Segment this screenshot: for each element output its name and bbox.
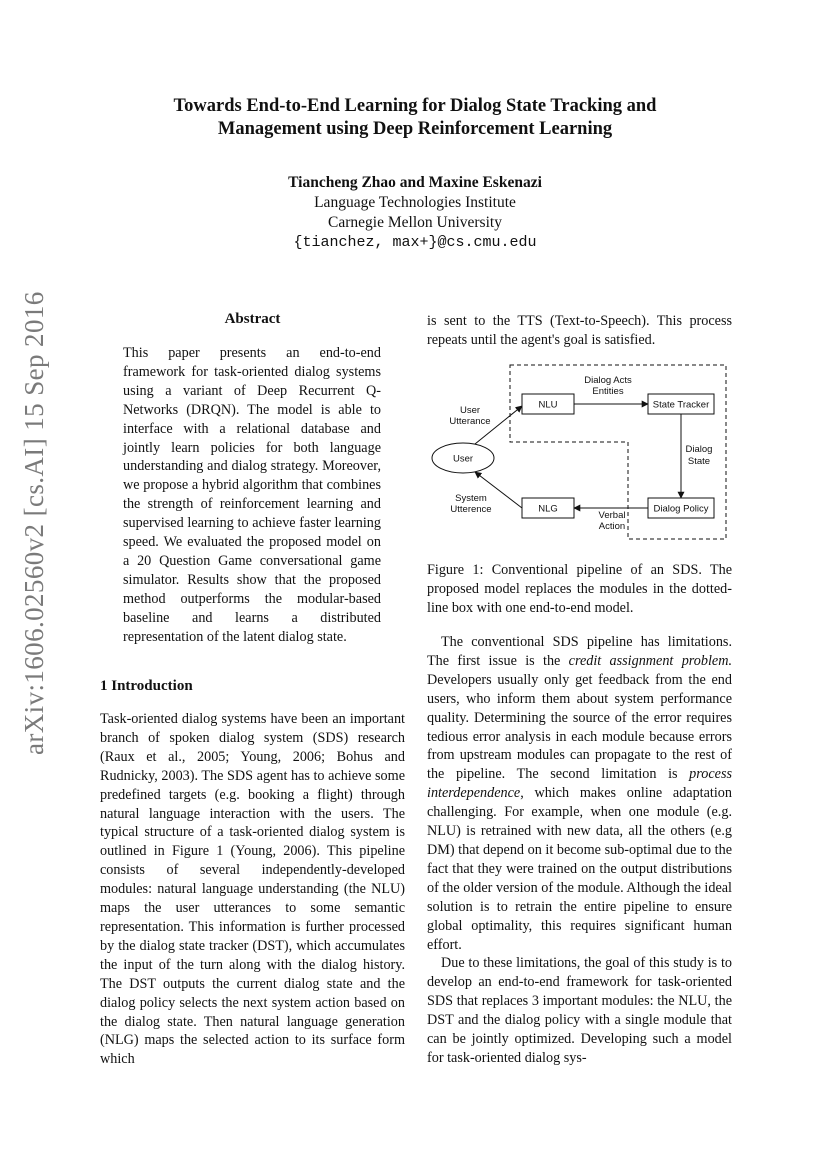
nlu-label: NLU: [538, 399, 558, 411]
limitations-text-b: Developers usually only get feedback from the end users, who inform them about system performance quality. Determining the source of the error requires tedious error analysis in each module because errors from upstream modules can propagate to the rest of the pipeline. The second limitation is: [427, 671, 732, 783]
introduction-text: Task-oriented dialog systems have been an important branch of spoken dialog system (SDS) research (Raux et al., 2005; Young, 2006; Bohus and Rudnicky, 2003). The SDS agent has to achieve some predefined targets (e.g. booking a flight) through natural language interaction with the users. The typical structure of a task-oriented dialog system is outlined in Figure 1 (Young, 2006). This pipeline consists of several independently-developed modules: natural language understanding (the NLU) maps the user utterances to some semantic representation. This information is further processed by the dialog state tracker (DST), which accumulates the input of the turn along with the dialog history. The DST outputs the current dialog state and the dialog policy selects the next system action based on the dialog state. Then natural language generation (NLG) maps the selected action to its surface form which: [100, 711, 405, 1068]
author-email: {tianchez, max+}@cs.cmu.edu: [293, 234, 537, 251]
dialog-state-label-1: Dialog: [685, 444, 713, 455]
abstract-heading: Abstract: [224, 311, 281, 327]
user-utterance-label-1: User: [459, 405, 481, 416]
dialog-policy-label: Dialog Policy: [653, 503, 709, 515]
title-line-1: Towards End-to-End Learning for Dialog State Tracking and: [173, 96, 657, 116]
affiliation-institute: Language Technologies Institute: [314, 194, 516, 211]
entities-label: Entities: [592, 386, 624, 397]
verbal-action-label-1: Verbal: [598, 510, 626, 521]
title-line-2: Management using Deep Reinforcement Learning: [217, 119, 613, 139]
figure-1-caption: Figure 1: Conventional pipeline of an SDS. The proposed model replaces the modules in the dotted-line box with one end-to-end model.: [427, 562, 732, 616]
nlg-label: NLG: [538, 503, 558, 515]
process-interdependence-emphasis: process interdependence: [427, 766, 732, 802]
limitations-text-c: , which makes online adaptation challenging. For example, when one module (e.g. NLU) is retrained with new data, all the others (e.g DM) that depend on it become sub-optimal due to the fact that they were trained on the output distributions of the older version of the module. Although the ideal solution is to retrain the entire pipeline to ensure global optimality, this requires significant human effort.: [427, 785, 732, 953]
right-column-top-text: is sent to the TTS (Text-to-Speech). This process repeats until the agent's goal is satisfied.: [427, 313, 732, 348]
user-utterance-label-2: Utterance: [449, 416, 491, 427]
dialog-acts-label: Dialog Acts: [584, 375, 632, 386]
abstract-text: This paper presents an end-to-end framework for task-oriented dialog systems using a variant of Deep Recurrent Q-Networks (DRQN). The model is able to interface with a relational database and jointly learn policies for both language understanding and dialog strategy. Moreover, we propose a hybrid algorithm that combines the strength of reinforcement learning and supervised learning to achieve faster learning speed. We evaluated the proposed model on a 20 Question Game conversational game simulator. Results show that the proposed method outperforms the modular-based baseline and learns a distributed representation of the latent dialog state.: [123, 345, 381, 645]
limitations-text-a: The conventional SDS pipeline has limitations. The first issue is the: [427, 634, 732, 669]
system-utterance-label-1: System: [455, 493, 487, 504]
affiliation-university: Carnegie Mellon University: [328, 214, 502, 231]
state-tracker-label: State Tracker: [652, 399, 710, 411]
right-column-body: [427, 633, 732, 1068]
goal-paragraph: Due to these limitations, the goal of this study is to develop an end-to-end framework for task-oriented SDS that replaces 3 important modules: the NLU, the DST and the dialog policy with a single module that can be jointly optimized. Developing such a model for task-oriented dialog sys-: [427, 955, 732, 1066]
limitations-paragraph: [427, 633, 732, 954]
figure-1-pipeline-diagram: [430, 360, 730, 545]
credit-assignment-emphasis: credit assignment problem.: [568, 652, 732, 669]
verbal-action-label-2: Action: [598, 521, 626, 532]
author-block: [200, 173, 630, 253]
paper-title: [100, 95, 730, 141]
system-utterance-label-2: Utterence: [450, 504, 492, 515]
author-names: Tiancheng Zhao and Maxine Eskenazi: [288, 174, 542, 191]
dialog-state-label-2: State: [687, 456, 711, 467]
user-label: User: [452, 453, 474, 465]
arxiv-stamp: arXiv:1606.02560v2 [cs.AI] 15 Sep 2016: [19, 291, 49, 755]
section-heading-introduction: 1 Introduction: [100, 678, 193, 694]
